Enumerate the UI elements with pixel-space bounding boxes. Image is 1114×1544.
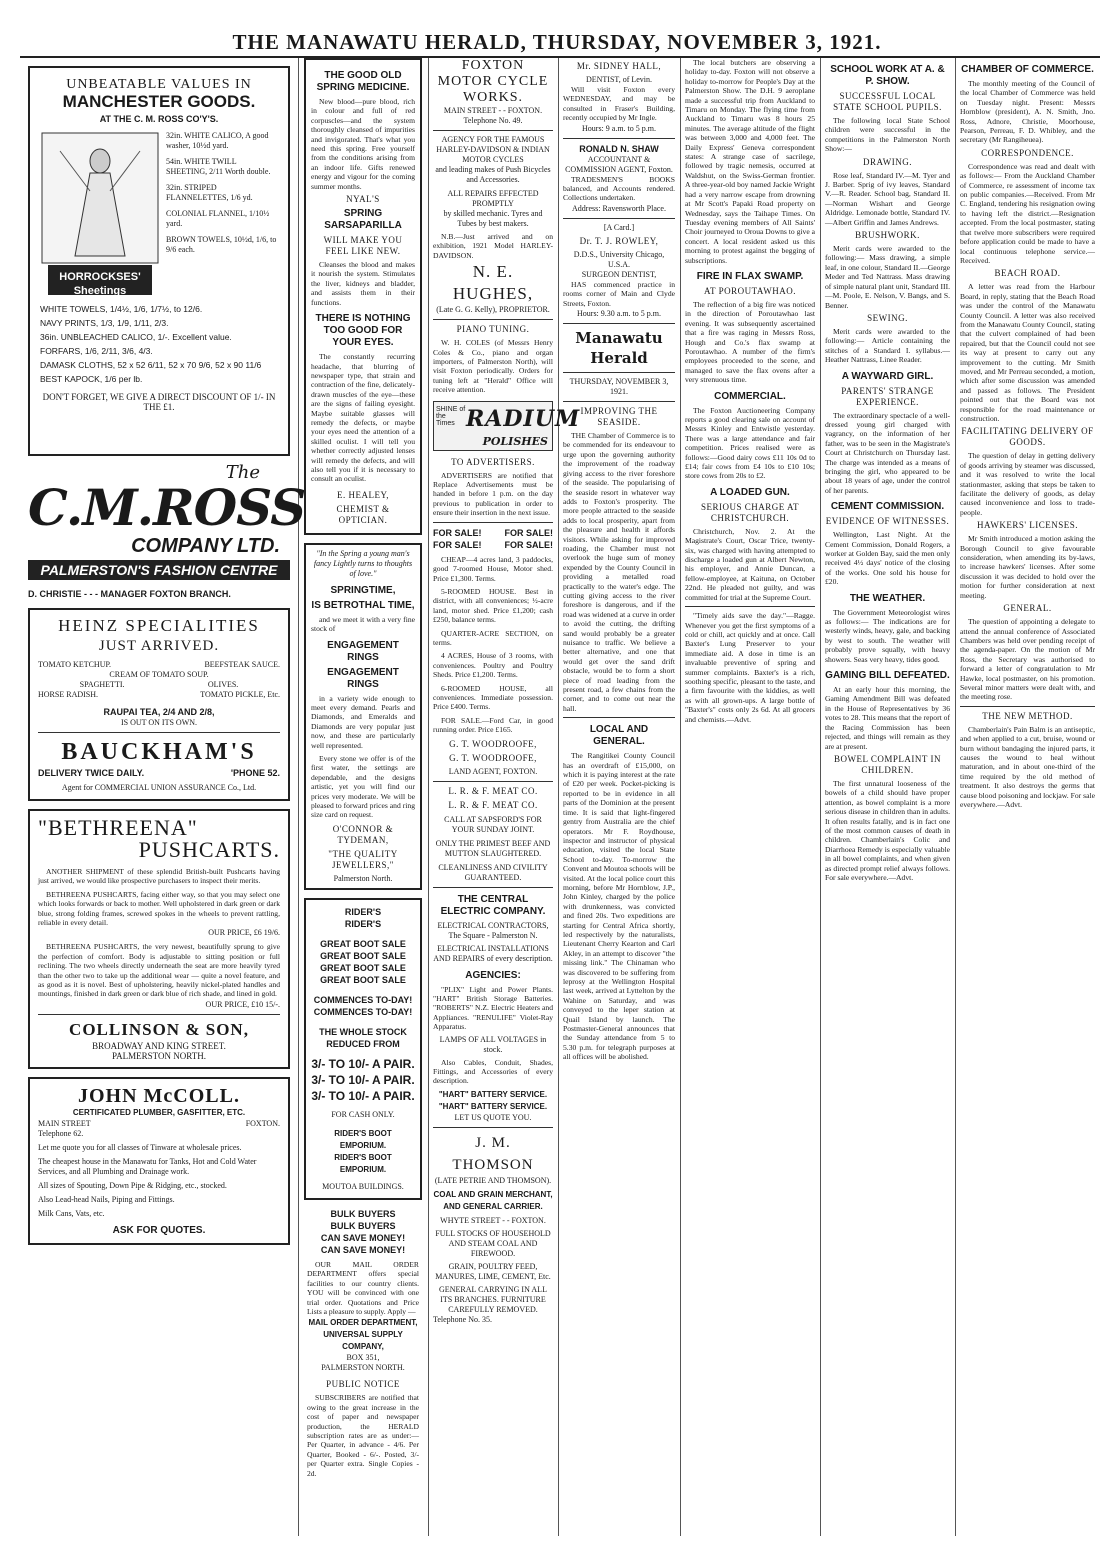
bauckham-delivery: DELIVERY TWICE DAILY. xyxy=(38,768,145,778)
general-title: GENERAL. xyxy=(1003,603,1052,614)
odc-rings: ENGAGEMENT RINGS xyxy=(327,639,399,663)
gun-title: A LOADED GUN. xyxy=(710,486,790,498)
beach-text: A letter was read from the Harbour Board, in reply, stating that the Beach Road was under the control of the Manawatu County Council. A letter was also received from the Manawatu County Council, stating that the culvert complained of had been repaired, but that the Council could not see its way at present to carry out any improvement to the cutting. Mr Smith moved, and Mr Perreau seconded, a motion, which after some discussion was amended and passed as follows. The President pointed out that the Board was not responsible for the road maintenance or construction. xyxy=(960,282,1095,423)
radium-logo: RADIUM xyxy=(466,405,581,432)
odc-heading: IS BETROTHAL TIME, xyxy=(311,599,415,611)
column-3 xyxy=(433,58,581,1536)
column-5 xyxy=(685,58,815,1536)
emporium: RIDER'S BOOT EMPORIUM. xyxy=(334,1152,392,1174)
boot-sale: GREAT BOOT SALE xyxy=(320,938,406,949)
heinz-item: CREAM OF TOMATO SOUP. xyxy=(109,670,209,679)
carrying: GENERAL CARRYING IN ALL ITS BRANCHES. FURNITURE CAREFULLY REMOVED. xyxy=(439,1284,547,1314)
mechanic: by skilled mechanic. Tyres and Tubes by best makers. xyxy=(443,209,543,228)
fac-title: FACILITATING DELIVERY OF GOODS. xyxy=(961,426,1094,448)
ad-item: 32in. WHITE CALICO, A good washer, 10½d yard. xyxy=(166,131,269,150)
bauckham-name: BAUCKHAM'S xyxy=(61,739,257,765)
radium-ad xyxy=(433,401,581,451)
advertisers-text: ADVERTISERS are notified that Replace Advertisements must be handed in before 1 p.m. on the day previous to publication in order to ensure their insertion in the next issue. xyxy=(433,470,553,518)
herald-nameplate: Manawatu Herald xyxy=(575,329,663,368)
eyes-text: The constantly recurring headache, that blurring of newspaper type, that strain and contraction of the fine, delicately-drawn muscles of the eye—these are the signs of failing eyesight. Maybe suitable glasses will remedy the defects, or maybe your eyes need the attention of a skilled oculist. I will tell you whether correctly adjusted lenses will remedy the defects, and will also tell you if it is necessary to consult an oculist. xyxy=(311,352,415,484)
odc-text: in a variety wide enough to meet every demand. Pearls and Diamonds, and Emeralds and Diamonds are very popular just now, and these are particularly well represented. xyxy=(311,693,415,750)
commences: COMMENCES TO-DAY! xyxy=(313,994,413,1005)
school-subtitle: SUCCESSFUL LOCAL STATE SCHOOL PUPILS. xyxy=(833,91,942,112)
ad-item: BROWN TOWELS, 10½d, 1/6, to 9/6 each. xyxy=(166,235,277,254)
cement-title: CEMENT COMMISSION. xyxy=(830,501,945,513)
odc-text: Every stone we offer is of the first water, the settings are dependable, and the designs artistic, yet you will find our prices very moderate. We will be pleased to forward prices and ring size card on request. xyxy=(311,754,415,820)
brushwork-text: Merit cards were awarded to the following:— Mass drawing, a simple leaf, in one colour, Standard II.—George Meder and Ted Nattrass. Mass drawing of simple natural plant unit, Standard III.—M. Poole, E. Nelson, V. Bangs, and S. Benner. xyxy=(825,244,950,310)
odc-rings: ENGAGEMENT RINGS xyxy=(327,666,399,690)
heinz-item: TOMATO PICKLE, Etc. xyxy=(200,690,280,699)
agency: AGENCY FOR THE FAMOUS HARLEY-DAVIDSON & INDIAN MOTOR CYCLES xyxy=(436,135,550,164)
ad-items xyxy=(166,131,278,298)
notice-title: PUBLIC NOTICE xyxy=(326,1379,400,1390)
sewing-title: SEWING. xyxy=(867,312,908,323)
thomson-name: J. M. THOMSON xyxy=(452,1134,534,1173)
hughes: N. E. HUGHES, xyxy=(452,262,534,304)
ad-list-item: BEST KAPOCK, 1/6 per lb. xyxy=(40,374,143,384)
for-sale: FOR SALE! xyxy=(433,539,482,550)
ad-list-item: DAMASK CLOTHS, 52 x 52 6/11, 52 x 70 9/6, 52 x 90 11/6 xyxy=(40,360,262,370)
hawkers-title: HAWKERS' LICENSES. xyxy=(977,520,1078,531)
logo-banner: PALMERSTON'S FASHION CENTRE xyxy=(28,560,290,580)
main-street: MAIN STREET - - FOXTON. xyxy=(443,106,543,115)
ad-footer: DON'T FORGET, WE GIVE A DIRECT DISCOUNT OF 1/- IN THE £1. xyxy=(42,392,276,412)
elec-text: ELECTRICAL CONTRACTORS, The Square - Palmerston N. xyxy=(437,920,549,940)
ad-subtitle: AT THE C. M. ROSS CO'Y'S. xyxy=(99,114,219,124)
rowley-hours: Hours: 9.30 a.m. to 5 p.m. xyxy=(577,309,661,319)
universal-name: UNIVERSAL SUPPLY COMPANY, xyxy=(323,1330,403,1352)
raupai-line: RAUPAI TEA, 2/4 AND 2/8, xyxy=(103,707,215,717)
bethreena-price: OUR PRICE, £6 19/6. xyxy=(208,928,280,938)
school-title: SCHOOL WORK AT A. & P. SHOW. xyxy=(830,64,945,87)
rowley-text: HAS commenced practice in rooms corner of Main and Clyde Streets, Foxton. xyxy=(563,279,675,308)
boot-sale: GREAT BOOT SALE xyxy=(320,962,406,973)
quote: LET US QUOTE YOU. xyxy=(454,1112,532,1122)
cm-ross-logo xyxy=(28,462,306,600)
rowley-surgeon: SURGEON DENTIST, xyxy=(581,269,657,279)
bethreena-text: BETHREENA PUSHCARTS, facing either way, so that you may select one which looks forwards or back to mother. Well upholstered in dark green or dark blue, strong folding frames, screwed spokes in the wheels to prevent rattling, reliable in every detail. xyxy=(38,889,280,928)
gaming-title: GAMING BILL DEFEATED. xyxy=(825,670,950,682)
horrockses-logo: HORROCKSES' Sheetings xyxy=(59,271,141,297)
bulk-buyers: BULK BUYERS xyxy=(330,1208,396,1219)
save-money: CAN SAVE MONEY! xyxy=(320,1244,406,1255)
woodroofe: G. T. WOODROOFE, xyxy=(449,738,537,749)
wayward-text: The extraordinary spectacle of a well-dressed young girl charged with vagrancy, on the information of her father, was to be seen in the Magistrate's Court at Christchurch on Thursday last. The charge was intended as a means of bringing the girl, who appeared to be about 18 years of age, under the control of her parents. xyxy=(825,410,950,495)
column-2 xyxy=(304,58,422,1536)
meat-co: L. R. & F. MEAT CO. xyxy=(448,785,538,796)
nyal-line: WILL MAKE YOU FEEL LIKE NEW. xyxy=(323,235,403,257)
heinz-title: HEINZ SPECIALITIES xyxy=(58,616,260,635)
universal-ad xyxy=(304,1208,422,1478)
manager-line: D. CHRISTIE - - - MANAGER FOXTON BRANCH. xyxy=(28,589,231,599)
chamber-title: CHAMBER OF COMMERCE. xyxy=(961,64,1094,75)
mccoll-name: JOHN McCOLL. xyxy=(78,1084,240,1107)
pair-price: 3/- TO 10/- A PAIR. xyxy=(311,1072,415,1087)
heinz-item: OLIVES. xyxy=(207,680,239,689)
mccoll-text: The cheapest house in the Manawatu for Tanks, Hot and Cold Water Services, and all Plumbing and Drainage work. xyxy=(38,1156,257,1176)
motorcycle-ad xyxy=(433,58,553,395)
brushwork-title: BRUSHWORK. xyxy=(855,230,920,241)
healey-ad xyxy=(304,58,422,535)
for-sale: FOR SALE! xyxy=(433,527,482,538)
newmethod-text: Chamberlain's Pain Balm is an antiseptic, and when applied to a cut, bruise, wound or burn without bandaging the injured parts, it causes the wound to heal without maturation, and in about one-third of the time required by the old method of treatment. It also destroys the germs that cause blood poisoning and lockjaw. For sale everywhere.—Advt. xyxy=(960,724,1095,809)
column-rule xyxy=(955,58,956,1536)
collinson-address: BROADWAY AND KING STREET. xyxy=(92,1040,226,1051)
odc-name: O'CONNOR & TYDEMAN, xyxy=(332,823,394,845)
card: [A Card.] xyxy=(603,222,635,232)
spring-text: New blood—pure blood, rich in colour and full of red corpuscles—and the system thoroughly cleansed of impurities and invigorated. That's what you need this spring. Free yourself from the conditions arising from an indoor life. Gifts renewed energy and vigour for the coming summer months. xyxy=(311,97,415,191)
bowel-title: BOWEL COMPLAINT IN CHILDREN. xyxy=(834,753,941,775)
column-rule xyxy=(298,58,299,1536)
whole-stock: REDUCED FROM xyxy=(326,1038,400,1049)
column-7 xyxy=(960,58,1095,1536)
cement-text: Wellington, Last Night. At the Cement Commission, Donald Rogers, a worker at Golden Bay, said the men only received 4½ days' notice of the closing of the works. One sold his house for £20. xyxy=(825,530,950,587)
ad-list xyxy=(40,302,278,386)
collinson-name: COLLINSON & SON, xyxy=(69,1019,249,1039)
odc-quote: "In the Spring a young man's fancy Lightly turns to thoughts of love." xyxy=(313,548,413,578)
meat-text: CALL AT SAPSFORD'S FOR YOUR SUNDAY JOINT. xyxy=(444,814,542,834)
nyal-line: NYAL'S xyxy=(346,194,380,205)
improving-text: THE Chamber of Commerce is to be commended for its endeavour to urge upon the governing authority the improvement of the roadway giving access to the river foreshore of the seaside. The popularising of the seaside resort in whatever way adds to Foxton's prosperity. The more people attracted to the seaside adds to local prosperity, apart from the pleasure and health it affords visitors. While asking for improved roading, the Chamber must not overlook the huge sum of money expended by the County Council in providing a metalled road practically to the water's edge. The cutting giving access to the river foreshore is dangerous, and if the road was widened at a curve in order to avoid the cutting, the drifting sand would probably be a greater nuisance to traffic. We believe a better alternative, and one that would get over the sand drift obstacle, would be to form a short piece of road leading from the present road, a few chains from the corner, and to come out near the hall. xyxy=(563,431,675,713)
column-rule xyxy=(428,58,429,1536)
collinson-town: PALMERSTON NORTH. xyxy=(112,1050,206,1061)
commercial-text: The Foxton Auctioneering Company reports a good clearing sale on account of Messrs Kinley and Entwistle yesterday. There was a large attendance and fair competition. Prices realised were as follows:—Good dairy cows £11 10s 0d to £14; fair cows from £4 10s to £10 10s; store cows from 20s to £2. xyxy=(685,405,815,481)
bethreena-text: BETHREENA PUSHCARTS, the very newest, beautifully sprung to give the perfection of comfort. Body is adjustable to sitting position or full reclining. The two wheels directly underneath the seat are more heavily tyred than the other two to take up the additional wear — quite a novel feature, and as good as it is novel. Best of upholstering, heavily nickel-plated handles and mountings, finished in dark green or dark blue of rich shade, and lined in gold. xyxy=(38,942,280,999)
heinz-item: BEEFSTEAK SAUCE. xyxy=(204,660,280,669)
ad-list-item: WHITE TOWELS, 1/4½, 1/6, 1/7½, to 12/6. xyxy=(40,304,203,314)
mccoll-trade: CERTIFICATED PLUMBER, GASFITTER, ETC. xyxy=(72,1107,246,1117)
bethreena-text: ANOTHER SHIPMENT of these splendid British-built Pushcarts having just arrived, we would like prospective purchasers to inspect their merits. xyxy=(38,867,280,886)
sale-item: 5-ROOMED HOUSE. Best in district, with all conveniences; ½-acre land, motor shed. Price £1,200; cash £250, balance terms. xyxy=(433,586,553,625)
heinz-item: SPAGHETTI. xyxy=(79,680,125,689)
cash-only: FOR CASH ONLY. xyxy=(331,1109,395,1119)
gaming-text: At an early hour this morning, the Gaming Amendment Bill was defeated in the House of Representatives by 36 votes to 28. This means that the report of the Racing Commission has been rejected, and things will remain as they are at present. xyxy=(825,685,950,751)
pair-price: 3/- TO 10/- A PAIR. xyxy=(311,1056,415,1071)
whole-stock: THE WHOLE STOCK xyxy=(319,1026,407,1037)
woodroofe: G. T. WOODROOFE, xyxy=(449,752,537,763)
healey-title: CHEMIST & OPTICIAN. xyxy=(336,503,390,525)
column-rule xyxy=(820,58,821,1536)
column-4 xyxy=(563,58,675,1536)
ad-item: COLONIAL FLANNEL, 1/10½ yard. xyxy=(166,209,270,228)
healey-name: E. HEALEY, xyxy=(336,489,390,500)
hall-text: Will visit Foxton every WEDNESDAY, and may be consulted in Fraser's Building, recently occupied by Mr Ingle. xyxy=(563,85,675,123)
polishes: POLISHES xyxy=(482,434,548,448)
mail-dept: MAIL ORDER DEPARTMENT, xyxy=(308,1318,418,1328)
sale-item: CHEAP—4 acres land, 3 paddocks, good 7-roomed House, Motor shed. Price £1,300. Terms. xyxy=(433,554,553,583)
sheeting-illustration xyxy=(40,131,160,298)
stocks: FULL STOCKS OF HOUSEHOLD AND STEAM COAL AND FIREWOOD. xyxy=(435,1228,551,1258)
shaw-address: Address: Ravensworth Place. xyxy=(572,203,666,213)
meat-text: ONLY THE PRIMEST BEEF AND MUTTON SLAUGHTERED. xyxy=(435,838,551,858)
spring-title: THE GOOD OLD SPRING MEDICINE. xyxy=(316,70,410,93)
ad-item: 54in. WHITE TWILL SHEETING, 2/11 Worth double. xyxy=(166,157,271,176)
fac-text: The question of delay in getting delivery of goods arriving by steamer was discussed, and it was resolved to write the local stationmaster, asking that steps be taken to facilitate the delivery of goods, as delay caused inconvenience and loss to trade-people. xyxy=(960,451,1095,517)
mccoll-ask: ASK FOR QUOTES. xyxy=(112,1224,206,1236)
gun-subtitle: SERIOUS CHARGE AT CHRISTCHURCH. xyxy=(700,501,799,523)
rowley-name: Dr. T. J. ROWLEY, xyxy=(579,235,659,246)
emporium: RIDER'S BOOT EMPORIUM. xyxy=(334,1128,392,1150)
newmethod-title: THE NEW METHOD. xyxy=(982,710,1073,721)
boot-sale: GREAT BOOT SALE xyxy=(320,950,406,961)
ad-list-item: NAVY PRINTS, 1/3, 1/9, 1/11, 2/3. xyxy=(40,318,169,328)
bauckham-phone: 'PHONE 52. xyxy=(230,768,280,778)
telephone: Telephone No. 49. xyxy=(463,116,523,125)
for-sale: FOR SALE! xyxy=(504,539,553,550)
eyes-title: THERE IS NOTHING TOO GOOD FOR YOUR EYES. xyxy=(315,313,411,349)
manchester-goods-ad xyxy=(28,66,290,456)
ad-list-item: FORFARS, 1/6, 2/11, 3/6, 4/3. xyxy=(40,346,153,356)
nyal-text: Cleanses the blood and makes it nourish the system. Stimulates the liver, kidneys and bladder, and assists them in their functions. xyxy=(311,260,415,307)
odc-heading: SPRINGTIME, xyxy=(330,584,396,596)
pair-price: 3/- TO 10/- A PAIR. xyxy=(311,1088,415,1103)
baxter-advt: "Timely aids save the day."—Ragge. Whenever you get the first symptoms of a cold or chill, act quickly and at once. Call Baxter's Lung Preserver to your immediate aid. A dose in time is an invaluable preventive of spring and summer complaints. Baxter's is a rich, soothing specific, pleasant to the taste, and a firm favourite with the kiddies, as well as with all grown-ups. A large bottle of "Baxter's" costs only 2s 6d. At all grocers and chemists.—Advt. xyxy=(685,611,815,724)
odc-tagline: "THE QUALITY JEWELLERS," xyxy=(328,848,398,870)
hart-service: "HART" BATTERY SERVICE. xyxy=(438,1101,548,1111)
repairs: ALL REPAIRS EFFECTED PROMPTLY xyxy=(447,189,539,208)
heinz-subtitle: JUST ARRIVED. xyxy=(98,638,220,654)
piano-title: PIANO TUNING. xyxy=(456,324,530,335)
logo-name: C.M.ROSS xyxy=(28,478,306,537)
save-money: CAN SAVE MONEY! xyxy=(320,1232,406,1243)
fire-subtitle: AT POROUTAWHAO. xyxy=(704,285,796,296)
hall-dentist: DENTIST, of Levin. xyxy=(585,75,653,84)
mccoll-street: MAIN STREET xyxy=(38,1118,91,1128)
corr-text: Correspondence was read and dealt with as follows:— From the Auckland Chamber of Commerce, re assessment of income tax on public companies.—Received. From Mr C. England, tendering his resignation owing to having left the district.—Resignation accepted. From the local postmaster, stating that twelve more subscribers were required before application could be made to have a local continuous telephone service.—Received. xyxy=(960,161,1095,265)
meat-text: CLEANLINESS AND CIVILITY GUARANTEED. xyxy=(438,862,548,882)
sale-item: FOR SALE.—Ford Car, in good running order. Price £165. xyxy=(433,715,553,735)
improving-title: IMPROVING THE SEASIDE. xyxy=(580,406,658,428)
beach-title: BEACH ROAD. xyxy=(994,268,1061,279)
column-rule xyxy=(558,58,559,1536)
mccoll-town: FOXTON. xyxy=(245,1118,280,1128)
mccoll-text: All sizes of Spouting, Down Pipe & Ridging, etc., stocked. xyxy=(38,1180,227,1190)
bethreena-ad xyxy=(28,809,290,1069)
nyal-line: SPRING SARSAPARILLA xyxy=(324,208,402,232)
bulk-buyers: BULK BUYERS xyxy=(330,1220,396,1231)
box-number: BOX 351, xyxy=(346,1353,380,1363)
sewing-text: Merit cards were awarded to the following:— Article containing the stitches of a Standard I. syllabus.—Heather Nattrass, Linee Reader. xyxy=(825,326,950,365)
column-6 xyxy=(825,58,950,1536)
weather-text: The Government Meteorologist wires as follows:— The indications are for westerly winds, heavy, gale, and backing by west to south. The weather will probably prove squally, with heavy showers. Seas very heavy, tides good. xyxy=(825,607,950,664)
hall-name: Mr. SIDNEY HALL, xyxy=(576,61,662,71)
school-text: The following local State School children were successful in the competitions in the Palmerston North Show:— xyxy=(825,116,950,154)
elec-text: ELECTRICAL INSTALLATIONS AND REPAIRS of every description. xyxy=(433,943,553,963)
for-sale: FOR SALE! xyxy=(504,527,553,538)
riders-title: RIDER'S xyxy=(344,906,382,917)
piano-text: W. H. COLES (of Messrs Henry Coles & Co., piano and organ importers, of Palmerston North), will visit Foxton periodically. Orders for tuning left at "Herald" Office will receive attention. xyxy=(433,338,553,395)
heinz-item: TOMATO KETCHUP. xyxy=(38,660,112,669)
raupai-line: IS OUT ON ITS OWN. xyxy=(120,718,198,727)
hughes-title: (Late G. G. Kelly), PROPRIETOR. xyxy=(436,305,550,315)
thomson-sub: (LATE PETRIE AND THOMSON). xyxy=(434,1175,552,1185)
shine: SHINE of the Times xyxy=(436,405,466,427)
shaw-title: ACCOUNTANT & COMMISSION AGENT, Foxton. xyxy=(565,154,673,174)
moutoa: MOUTOA BUILDINGS. xyxy=(322,1181,404,1191)
telephone-35: Telephone No. 35. xyxy=(433,1314,492,1324)
wayward-subtitle: PARENTS' STRANGE EXPERIENCE. xyxy=(841,385,934,407)
drawing-text: Rose leaf, Standard IV.—M. Tyer and J. Barber. Sprig of ivy leaves, Standard V.—R. Reader. School bag, Standard II.—Norman Wishart and George Aldridge. Lemonade bottle, Standard IV.—Albert Griffin and James Andrews. xyxy=(825,170,950,227)
agencies-title: AGENCIES: xyxy=(465,969,521,981)
bowel-text: The first unnatural looseness of the bowels of a child should have proper attention, as bowel complaint is a more serious disease in children than in adults. It often results fatally, and is in fact one of the most common causes of death in children. Chamberlain's Colic and Diarrhoea Remedy is especially valuable in all bowel complaints, and when given as directed prompt relief always follows. For sale everywhere.—Advt. xyxy=(825,778,950,882)
sale-item: QUARTER-ACRE SECTION, on terms. xyxy=(433,628,553,647)
heinz-item: HORSE RADISH. xyxy=(38,690,99,699)
bauckham-agent: Agent for COMMERCIAL UNION ASSURANCE Co., Ltd. xyxy=(61,783,257,792)
hall-hours: Hours: 9 a.m. to 5 p.m. xyxy=(582,123,656,133)
weather-title: THE WEATHER. xyxy=(849,592,926,604)
local-text: The Rangitikei County Council has an overdraft of £15,000, on which it is paying interest at the rate of £20 per week. Pocket-picking is reported to be in evidence in all parts of the Dominion at the present time. It is said that light-fingered gentry from Australia are the chief operators. Mr F. Roydhouse, inspector and instructor of physical education, visited the local State School to-day. To-morrow the Convent and Moutoa schools will be visited. At the local police court this morning, before Mr Hornblow, J.P., John Kinley, charged by the police with drunkenness, was convicted and fined 20s. Two expeditions are starting for Central Africa shortly, led respectively by the naturalists, Lieutenant Cherry Kearton and Carl Akley, in an attempt to discover "the missing link." The Chinaman who was discovered to be suffering from leprosy at the Wellington Hospital last week, arrived at Lyttelton by the Wahine on Saturday, and was conveyed to the leper station at Quail Island by launch. The Postmaster-General announces that the Sunday attendance from 5 to 5.30 p.m. for telegraph purposes at all offices will be abolished. xyxy=(563,751,675,1062)
chamber-text: The monthly meeting of the Council of the local Chamber of Commerce was held on Tuesday night. Present: Messrs Hornblow (president), A. N. Smith, Jno. Ross, Adnore, Christie, Moorhouse, Pearson, Perreau, F. D. Whibley, and the secretary (Mr Rangiheuea). xyxy=(960,79,1095,145)
ad-title: UNBEATABLE VALUES IN xyxy=(66,77,252,92)
agencies-text: "PLIX" Light and Power Plants. "HART" British Storage Batteries. "ROBERTS" N.Z. Electric Heaters and Appliances. "RENULIFE" Violet-Ray Apparatus. xyxy=(433,984,553,1032)
drawing-title: DRAWING. xyxy=(862,156,913,167)
local-title: LOCAL AND GENERAL. xyxy=(589,724,649,748)
nb: N.B.—Just arrived and on exhibition, 1921 Model HARLEY-DAVIDSON. xyxy=(433,232,553,260)
heinz-ad xyxy=(28,608,290,801)
meat-co: L. R. & F. MEAT CO. xyxy=(448,799,538,810)
corr-title: CORRESPONDENCE. xyxy=(981,147,1074,158)
herald-date: THURSDAY, NOVEMBER 3, 1921. xyxy=(569,377,669,397)
mail-text: OUR MAIL ORDER DEPARTMENT offers special facilities to our country clients. YOU will be convinced with one trial order. Quotations and Price Lists a pleasure to supply. Apply — xyxy=(307,1259,419,1316)
riders-title: RIDER'S xyxy=(344,918,382,929)
ad-title: MANCHESTER GOODS. xyxy=(62,92,256,111)
news-text: The local butchers are observing a holiday to-day. Foxton will not observe a holiday to-morrow for People's Day at the Palmerston Show. The D.H. 9 aeroplane made a successful trip from Auckland to Timaru on Monday. The flying time from Auckland to Timaru was 8 hours 25 minutes. The average altitude of the flight was between 3,000 and 4,000 feet. The Daily Express' Geneva correspondent states: A strange case of sacrilege, followed by tragic nemesis, occurred at Waldshut, on the Swiss-German frontier. A three-year-old boy named Jackie Wright had a very narrow escape from drowning at Mr Scott's Papaki Road property on Wednesday, says the Taihape Times. On Tuesday evening members of All Saints' Choir journeyed to Oroua Downs to give a concert. A local resident asked us this morning to protest against the begging of subscriptions. xyxy=(685,58,815,265)
column-1 xyxy=(28,66,306,1544)
palmerston-north: PALMERSTON NORTH. xyxy=(321,1363,405,1373)
sale-item: 4 ACRES, House of 3 rooms, with conveniences. Poultry and Poultry Sheds. Price £1,200. Terms. xyxy=(433,651,553,680)
oconnor-ad xyxy=(304,543,422,890)
mccoll-text: Milk Cans, Vats, etc. xyxy=(38,1208,105,1218)
mccoll-ad xyxy=(28,1077,290,1245)
mccoll-telephone: Telephone 62. xyxy=(38,1128,84,1138)
accessories: Also Cables, Conduit, Shades, Fittings, and Accessories of every description. xyxy=(433,1057,553,1086)
sale-item: 6-ROOMED HOUSE, all conveniences. Immediate possession. Price £400. Terms. xyxy=(433,683,553,712)
lamps: LAMPS OF ALL VOLTAGES in stock. xyxy=(439,1034,547,1054)
boot-sale: GREAT BOOT SALE xyxy=(320,974,406,985)
wayward-title: A WAYWARD GIRL. xyxy=(841,370,934,382)
for-sale-row xyxy=(433,539,553,551)
fire-text: The reflection of a big fire was noticed in the direction of Poroutawhao last evening. It was subsequently ascertained that a fire was raging in Messrs Ross, Hough and Co.'s flax swamp at Poroutawhao. A number of the firm's employees proceeded to the scene, and managed to save the flax ovens after a very strenuous time. xyxy=(685,299,815,385)
elec-title: THE CENTRAL ELECTRIC COMPANY. xyxy=(440,893,546,917)
hawkers-text: Mr Smith introduced a motion asking the Borough Council to give favourable consideration, when amending its by-laws, to increase hawkers' licenses. After some discussion it was decided to hold over the motion for further consideration at next meeting. xyxy=(960,534,1095,600)
commences: COMMENCES TO-DAY! xyxy=(313,1006,413,1017)
riders-ad xyxy=(304,898,422,1200)
hart-service: "HART" BATTERY SERVICE. xyxy=(438,1089,548,1099)
column-rule xyxy=(680,58,681,1536)
advertisers-title: TO ADVERTISERS. xyxy=(451,456,535,467)
general-text: The question of appointing a delegate to attend the annual conference of Associated Chambers was held over pending receipt of the agenda-paper. On the motion of Mr Ross, the Secretary was authorised to forward a letter of congratulation to Mr Hawke, local postmaster, on his promotion. Several minor matters were dealt with, and the meeting rose. xyxy=(960,617,1095,702)
rowley-degree: D.D.S., University Chicago, U.S.A. xyxy=(573,249,665,269)
land-agent: LAND AGENT, FOXTON. xyxy=(448,766,538,776)
ad-item: 32in. STRIPED FLANNELETTES, 1/6 yd. xyxy=(166,183,253,202)
notice-text: SUBSCRIBERS are notified that owing to the great increase in the cost of paper and newspaper production, the HERALD subscription rates are as under:— Per Quarter, in advance - 4/6. Per Quarter, Booked - 6/-. Posted, 3/- per Quarter extra. Single Copies - 2d. xyxy=(307,1393,419,1478)
cement-subtitle: EVIDENCE OF WITNESSES. xyxy=(825,516,950,527)
mccoll-text: Let me quote you for all classes of Tinware at wholesale prices. xyxy=(38,1142,242,1152)
logo-the: The xyxy=(225,462,260,483)
masthead: THE MANAWATU HERALD, THURSDAY, NOVEMBER 3, 1921. xyxy=(232,30,882,54)
foxton-title: FOXTON xyxy=(461,58,525,73)
coal-merchant: COAL AND GRAIN MERCHANT, AND GENERAL CARRIER. xyxy=(433,1189,553,1211)
bethreena-subtitle: PUSHCARTS. xyxy=(138,837,280,862)
odc-town: Palmerston North. xyxy=(333,873,393,883)
grain: GRAIN, POULTRY FEED, MANURES, LIME, CEMENT, Etc. xyxy=(435,1261,551,1281)
foxton-title: MOTOR CYCLE WORKS. xyxy=(437,74,549,105)
ad-list-item: 36in. UNBLEACHED CALICO, 1/-. Excellent value. xyxy=(40,332,232,342)
commercial-title: COMMERCIAL. xyxy=(714,390,786,402)
fire-title: FIRE IN FLAX SWAMP. xyxy=(696,270,804,282)
whyte-street: WHYTE STREET - - FOXTON. xyxy=(440,1215,546,1225)
leading-makes: and leading makes of Push Bicycles and Accessories. xyxy=(435,165,551,184)
for-sale-row xyxy=(433,527,553,539)
bethreena-title: "BETHREENA" xyxy=(38,815,198,840)
logo-company: COMPANY LTD. xyxy=(131,535,280,557)
gun-text: Christchurch, Nov. 2. At the Magistrate's Court, Oscar Trice, twenty-six, was charged with having attempted to discharge a loaded gun at Albert Newton, his employer, and Annie Duncan, a fellow-employee, at Kaituna, on October 22nd. He pleaded not guilty, and was committed for trial at the Supreme Court. xyxy=(685,526,815,602)
shaw-text: TRADESMEN'S BOOKS balanced, and Accounts rendered. Collections undertaken. xyxy=(563,174,675,203)
odc-text: and we meet it with a very fine stock of xyxy=(311,614,415,634)
mccoll-text: Also Lead-head Nails, Piping and Fittings. xyxy=(38,1194,175,1204)
shaw-name: RONALD N. SHAW xyxy=(579,143,659,154)
bethreena-price: OUR PRICE, £10 15/-. xyxy=(205,999,280,1009)
